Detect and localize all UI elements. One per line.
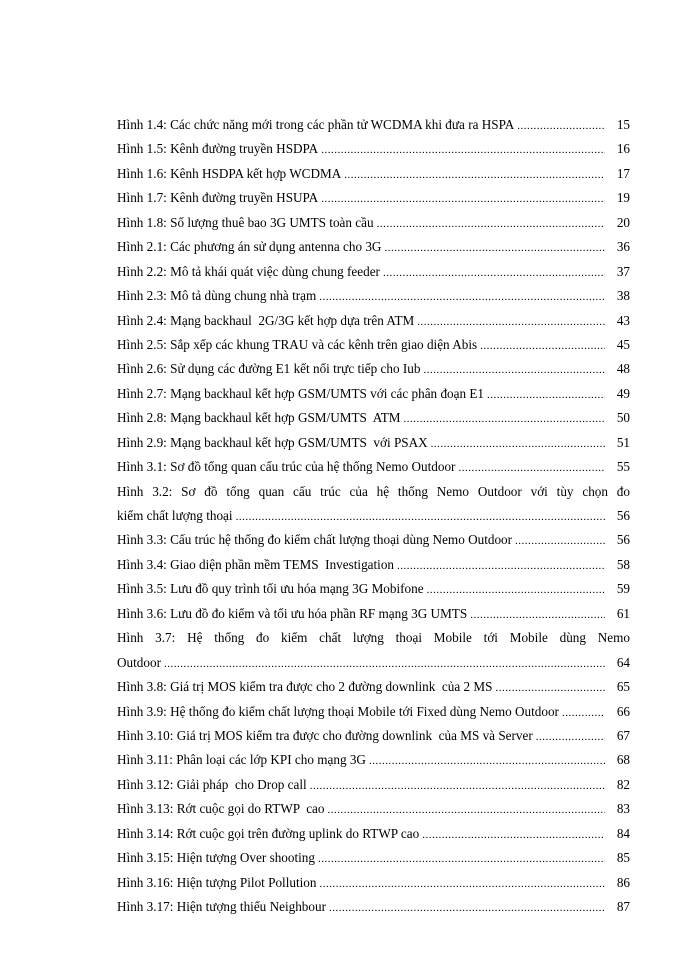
dot-leader <box>321 187 605 210</box>
dot-leader <box>431 432 605 455</box>
toc-entry-label: Hình 2.7: Mạng backhaul kết hợp GSM/UMTS với các phân đoạn E1 <box>117 385 485 401</box>
toc-entry-label: Hình 1.7: Kênh đường truyền HSUPA <box>117 190 319 206</box>
dot-leader <box>383 261 605 284</box>
toc-entry-page: 66 <box>616 703 630 719</box>
toc-entry-label: Hình 1.6: Kênh HSDPA kết hợp WCDMA <box>117 165 342 181</box>
toc-entry-label: Hình 3.17: Hiện tượng thiếu Neighbour <box>117 899 326 914</box>
toc-entry[interactable] <box>117 700 630 724</box>
toc-entry-label: Hình 2.6: Sử dụng các đường E1 kết nối trực tiếp cho Iub <box>117 361 421 377</box>
toc-entry-label: Hình 1.8: Số lượng thuê bao 3G UMTS toàn cầu <box>117 214 374 230</box>
toc-entry-page: 64 <box>616 654 630 670</box>
toc-entry-page: 65 <box>616 679 630 695</box>
toc-entry[interactable] <box>117 773 630 797</box>
toc-entry-page: 49 <box>616 385 630 401</box>
toc-entry-label: Hình 1.4: Các chức năng mới trong các phần tử WCDMA khi đưa ra HSPA <box>117 117 515 132</box>
toc-entry-label: Hình 3.6: Lưu đồ đo kiểm và tối ưu hóa phần RF mạng 3G UMTS <box>117 605 468 621</box>
toc-entry-label: Hình 2.5: Sắp xếp các khung TRAU và các kênh trên giao diện Abis <box>117 336 478 352</box>
toc-entry[interactable] <box>117 357 630 381</box>
toc-entry-label: Hình 2.8: Mạng backhaul kết hợp GSM/UMTS ATM <box>117 410 401 426</box>
toc-entry-page: 50 <box>616 410 630 426</box>
toc-entry[interactable] <box>117 309 630 333</box>
dot-leader <box>164 652 605 675</box>
dot-leader <box>329 896 605 919</box>
toc-entry[interactable] <box>117 724 630 748</box>
toc-entry-label: kiểm chất lượng thoại <box>117 508 233 523</box>
toc-entry-page: 86 <box>616 874 630 890</box>
toc-entry-label: Hình 1.5: Kênh đường truyền HSDPA <box>117 141 319 157</box>
toc-entry-page: 87 <box>616 899 630 914</box>
toc-entry[interactable] <box>117 528 630 552</box>
toc-entry-page: 56 <box>616 508 630 523</box>
toc-entry-page: 48 <box>616 361 630 377</box>
toc-entry-page: 43 <box>616 312 630 328</box>
dot-leader <box>422 823 605 846</box>
toc-entry-page: 58 <box>616 556 630 572</box>
toc-entry-page: 16 <box>616 141 630 157</box>
toc-entry[interactable] <box>117 431 630 455</box>
toc-entry-label: Hình 3.10: Giá trị MOS kiểm tra được cho đường downlink của MS và Server <box>117 727 533 743</box>
toc-entry[interactable] <box>117 797 630 821</box>
dot-leader <box>470 603 605 626</box>
toc-entry-page: 38 <box>616 288 630 304</box>
toc-entry-label: Hình 2.9: Mạng backhaul kết hợp GSM/UMTS với PSAX <box>117 434 428 450</box>
figure-list <box>117 113 630 919</box>
toc-entry[interactable] <box>117 626 630 675</box>
dot-leader <box>236 505 605 528</box>
dot-leader <box>310 774 605 797</box>
dot-leader <box>397 554 605 577</box>
toc-entry-page: 68 <box>616 752 630 768</box>
dot-leader <box>480 334 605 357</box>
toc-entry-label: Hình 3.3: Cấu trúc hệ thống đo kiểm chất lượng thoại dùng Nemo Outdoor <box>117 532 513 548</box>
toc-entry[interactable] <box>117 455 630 479</box>
dot-leader <box>319 285 605 308</box>
toc-entry-page: 51 <box>616 434 630 450</box>
dot-leader <box>369 749 605 772</box>
toc-entry[interactable] <box>117 382 630 406</box>
toc-entry-label: Hình 2.3: Mô tả dùng chung nhà trạm <box>117 288 317 304</box>
toc-entry[interactable] <box>117 333 630 357</box>
toc-entry[interactable] <box>117 186 630 210</box>
toc-entry-label: Hình 3.12: Giải pháp cho Drop call <box>117 776 307 792</box>
toc-entry-label: Hình 3.5: Lưu đồ quy trình tối ưu hóa mạng 3G Mobifone <box>117 581 424 597</box>
toc-entry[interactable] <box>117 895 630 919</box>
toc-entry[interactable] <box>117 260 630 284</box>
dot-leader <box>536 725 605 748</box>
toc-entry-page: 45 <box>616 336 630 352</box>
toc-entry[interactable] <box>117 675 630 699</box>
toc-entry-label: Outdoor <box>117 654 161 670</box>
toc-entry-page: 82 <box>616 776 630 792</box>
toc-entry[interactable] <box>117 406 630 430</box>
dot-leader <box>384 236 605 259</box>
toc-entry[interactable] <box>117 162 630 186</box>
toc-entry-label: Hình 3.8: Giá trị MOS kiểm tra được cho 2 đường downlink của 2 MS <box>117 679 493 695</box>
toc-entry[interactable] <box>117 577 630 601</box>
toc-entry[interactable] <box>117 553 630 577</box>
dot-leader <box>344 163 605 186</box>
toc-entry-page: 85 <box>616 850 630 866</box>
toc-entry-label: Hình 3.1: Sơ đồ tổng quan cấu trúc của hệ thống Nemo Outdoor <box>117 459 456 475</box>
toc-entry-label: Hình 3.15: Hiện tượng Over shooting <box>117 850 315 866</box>
toc-entry-page: 61 <box>616 605 630 621</box>
toc-entry[interactable] <box>117 871 630 895</box>
toc-entry-page: 56 <box>616 532 630 548</box>
toc-entry[interactable] <box>117 284 630 308</box>
toc-entry-label-line1: Hình 3.7: Hệ thống đo kiểm chất lượng thoại Mobile tới Mobile dùng Nemo <box>117 630 630 646</box>
toc-entry-label: Hình 2.1: Các phương án sử dụng antenna cho 3G <box>117 239 382 255</box>
toc-entry-label: Hình 3.14: Rớt cuộc gọi trên đường uplink do RTWP cao <box>117 825 420 841</box>
toc-entry-page: 84 <box>616 825 630 841</box>
toc-entry[interactable] <box>117 846 630 870</box>
toc-entry-page: 83 <box>616 801 630 817</box>
toc-entry-page: 19 <box>616 190 630 206</box>
dot-leader <box>487 383 605 406</box>
toc-entry[interactable] <box>117 480 630 529</box>
dot-leader <box>515 529 605 552</box>
toc-entry-page: 20 <box>616 214 630 230</box>
toc-entry-page: 37 <box>616 263 630 279</box>
toc-entry-page: 36 <box>616 239 630 255</box>
dot-leader <box>423 358 605 381</box>
toc-entry-label: Hình 3.4: Giao diện phần mềm TEMS Investigation <box>117 556 395 572</box>
toc-entry[interactable] <box>117 748 630 772</box>
toc-entry-page: 15 <box>616 117 630 132</box>
dot-leader <box>458 456 605 479</box>
dot-leader <box>562 701 605 724</box>
toc-entry[interactable] <box>117 235 630 259</box>
toc-entry[interactable] <box>117 211 630 235</box>
toc-entry-label: Hình 2.4: Mạng backhaul 2G/3G kết hợp dựa trên ATM <box>117 312 415 328</box>
toc-entry-page: 59 <box>616 581 630 597</box>
dot-leader <box>517 114 605 137</box>
toc-entry[interactable] <box>117 137 630 161</box>
toc-entry[interactable] <box>117 113 630 137</box>
toc-entry-page: 67 <box>616 727 630 743</box>
toc-entry-label: Hình 3.11: Phân loại các lớp KPI cho mạng 3G <box>117 752 366 768</box>
dot-leader <box>417 310 605 333</box>
toc-entry-page: 17 <box>616 165 630 181</box>
dot-leader <box>495 676 605 699</box>
dot-leader <box>318 847 605 870</box>
dot-leader <box>320 872 606 895</box>
toc-entry-page: 55 <box>616 459 630 475</box>
dot-leader <box>328 798 605 821</box>
toc-entry-label-line1: Hình 3.2: Sơ đồ tổng quan cấu trúc của hệ thống Nemo Outdoor với tùy chọn đo <box>117 483 630 499</box>
dot-leader <box>404 407 605 430</box>
toc-entry-label: Hình 2.2: Mô tả khái quát việc dùng chung feeder <box>117 263 380 279</box>
dot-leader <box>321 138 605 161</box>
toc-entry-label: Hình 3.16: Hiện tượng Pilot Pollution <box>117 874 317 890</box>
dot-leader <box>427 578 605 601</box>
toc-entry[interactable] <box>117 602 630 626</box>
toc-entry-label: Hình 3.9: Hệ thống đo kiểm chất lượng thoại Mobile tới Fixed dùng Nemo Outdoor <box>117 703 559 719</box>
dot-leader <box>377 212 605 235</box>
toc-entry-label: Hình 3.13: Rớt cuộc gọi do RTWP cao <box>117 801 325 817</box>
toc-entry[interactable] <box>117 822 630 846</box>
